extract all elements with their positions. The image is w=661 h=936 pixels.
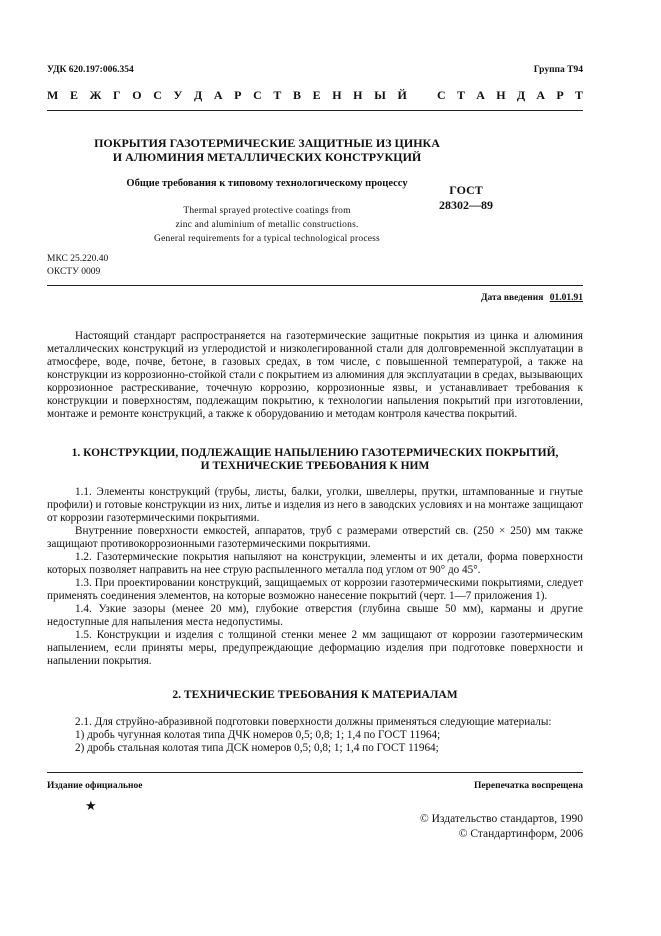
paragraph-1-1-cont: Внутренние поверхности емкостей, аппаратов, труб с размерами отверстий св. (250 × 250) мм также защищают противокоррозионными газотермическими покрытиями. (47, 525, 583, 550)
classification-codes (47, 253, 108, 279)
official-edition: Издание официальное (47, 781, 143, 791)
header-letter: А (536, 88, 546, 102)
copyright-line-1: © Издательство стандартов, 1990 (419, 813, 583, 825)
title-line-2: И АЛЮМИНИЯ МЕТАЛЛИЧЕСКИХ КОНСТРУКЦИЙ (112, 150, 422, 164)
introduction-date-value: 01.01.91 (549, 293, 583, 303)
star-icon: ★ (85, 798, 97, 813)
introduction-date-label: Дата введения (480, 293, 544, 303)
section-1-heading (47, 447, 583, 473)
header-letter: Р (556, 88, 564, 102)
english-title-line-2: zinc and aluminium of metallic constructions. (175, 220, 359, 230)
header-letter: Н (496, 88, 506, 102)
header-letter: Р (234, 88, 242, 102)
footer-divider (47, 772, 583, 773)
reprint-prohibited: Перепечатка воспрещена (473, 781, 583, 791)
header-letter: О (132, 88, 142, 102)
header-letter: Ж (89, 88, 102, 102)
header-letter: Т (456, 88, 465, 102)
header-letter: А (476, 88, 485, 102)
document-subtitle: Общие требования к типовому технологическому процессу (126, 178, 408, 189)
header-letter: Д (516, 88, 526, 102)
interstate-word (47, 88, 407, 103)
header-letter: В (292, 88, 301, 102)
section-1-heading-line-2: И ТЕХНИЧЕСКИЕ ТРЕБОВАНИЯ К НИМ (200, 460, 430, 472)
header-letter: У (173, 88, 183, 102)
group-code: Группа Т94 (533, 65, 583, 75)
english-title-line-3: General requirements for a typical technological process (154, 234, 380, 244)
english-title-line-1: Thermal sprayed protective coatings from (183, 206, 351, 216)
section-2-body (47, 716, 583, 755)
intro-paragraph: Настоящий стандарт распространяется на газотермические защитные покрытия из цинка и алюминия металлических конструкций из углеродистой и низколегированной стали для долговременной эксплуатации в атмосфере, воде, почве, бетоне, в газовых средах, в том числе, с повышенной температурой, а также на конструкции из коррозионно-стойкой стали с покрытием из алюминия для эксплуатации в средах, вызывающих коррозионное растрескивание, точечную коррозию, коррозионные язвы, и устанавливает требования к конструкции и поверхностям, подлежащим покрытию, к технологии напыления покрытий при изготовлении, монтаже и ремонте конструкций, а также к оборудованию и методам контроля качества покрытий. (47, 330, 583, 420)
section-1-body (47, 486, 583, 668)
standard-word (437, 88, 583, 103)
paragraph-1-1: 1.1. Элементы конструкций (трубы, листы, балки, уголки, швеллеры, прутки, штампованные и гнутые профили) и готовые конструкции из них, литье и изделия из него в заводских условиях и на монтаже защищают от коррозии газотермическими покрытиями. (47, 486, 583, 524)
copyright-line-2: © Стандартинформ, 2006 (458, 828, 583, 840)
header-letter: Д (193, 88, 203, 102)
codes-divider (47, 285, 583, 286)
header-letter: Н (332, 88, 342, 102)
header-letter: Т (574, 88, 583, 102)
header-letter: С (153, 88, 162, 102)
header-letter: А (213, 88, 223, 102)
udk-code: УДК 620.197:006.354 (47, 65, 134, 75)
paragraph-1-4: 1.4. Узкие зазоры (менее 20 мм), глубокие отверстия (глубина свыше 50 мм), карманы и другие недоступные для напыления места недопустимы. (47, 603, 583, 628)
gost-designation (426, 183, 506, 213)
header-letter: С (437, 88, 446, 102)
section-2-heading: 2. ТЕХНИЧЕСКИЕ ТРЕБОВАНИЯ К МАТЕРИАЛАМ (172, 689, 458, 701)
mks-code: МКС 25.220.40 (47, 254, 109, 264)
list-item: 1) дробь чугунная колотая типа ДЧК номеров 0,5; 0,8; 1; 1,4 по ГОСТ 11964; (75, 729, 441, 741)
header-letter: Г (113, 88, 121, 102)
header-letter: М (47, 88, 59, 102)
okstu-code: ОКСТУ 0009 (47, 267, 101, 277)
header-letter: Е (69, 88, 78, 102)
introduction-date (481, 293, 583, 303)
header-letter: Ы (374, 88, 386, 102)
header-letter: Й (397, 88, 407, 102)
header-letter: С (253, 88, 262, 102)
paragraph-1-2: 1.2. Газотермические покрытия напыляют на конструкции, элементы и их детали, форма поверхности которых позволяет направить на нее струю распыленного металла под углом от 90° до 45°. (47, 551, 583, 576)
gost-label: ГОСТ (449, 183, 483, 197)
header-letter: Т (273, 88, 282, 102)
paragraph-1-5: 1.5. Конструкции и изделия с толщиной стенки менее 2 мм защищают от коррозии газотермическим напылением, если приняты меры, предупреждающие деформацию изделия при подготовке поверхности и напылении покрытия. (47, 629, 583, 667)
gost-number: 28302—89 (439, 198, 493, 212)
paragraph-1-3: 1.3. При проектировании конструкций, защищаемых от коррозии газотермическими покрытиями, следует применять соединения элементов, на которые возможно нанесение покрытий (черт. 1—7 приложения 1). (47, 577, 583, 602)
paragraph-2-1: 2.1. Для струйно-абразивной подготовки поверхности должны применяться следующие материалы: (75, 716, 552, 728)
document-title (47, 136, 487, 164)
section-1-heading-line-1: 1. КОНСТРУКЦИИ, ПОДЛЕЖАЩИЕ НАПЫЛЕНИЮ ГАЗОТЕРМИЧЕСКИХ ПОКРЫТИЙ, (71, 447, 559, 459)
header-divider (47, 110, 583, 111)
header-letter: Е (312, 88, 321, 102)
title-line-1: ПОКРЫТИЯ ГАЗОТЕРМИЧЕСКИЕ ЗАЩИТНЫЕ ИЗ ЦИНКА (94, 136, 440, 150)
copyright-block (420, 812, 583, 842)
english-title (47, 204, 487, 246)
list-item: 2) дробь стальная колотая типа ДСК номеров 0,5; 0,8; 1; 1,4 по ГОСТ 11964; (75, 742, 439, 754)
header-letter: Н (353, 88, 363, 102)
